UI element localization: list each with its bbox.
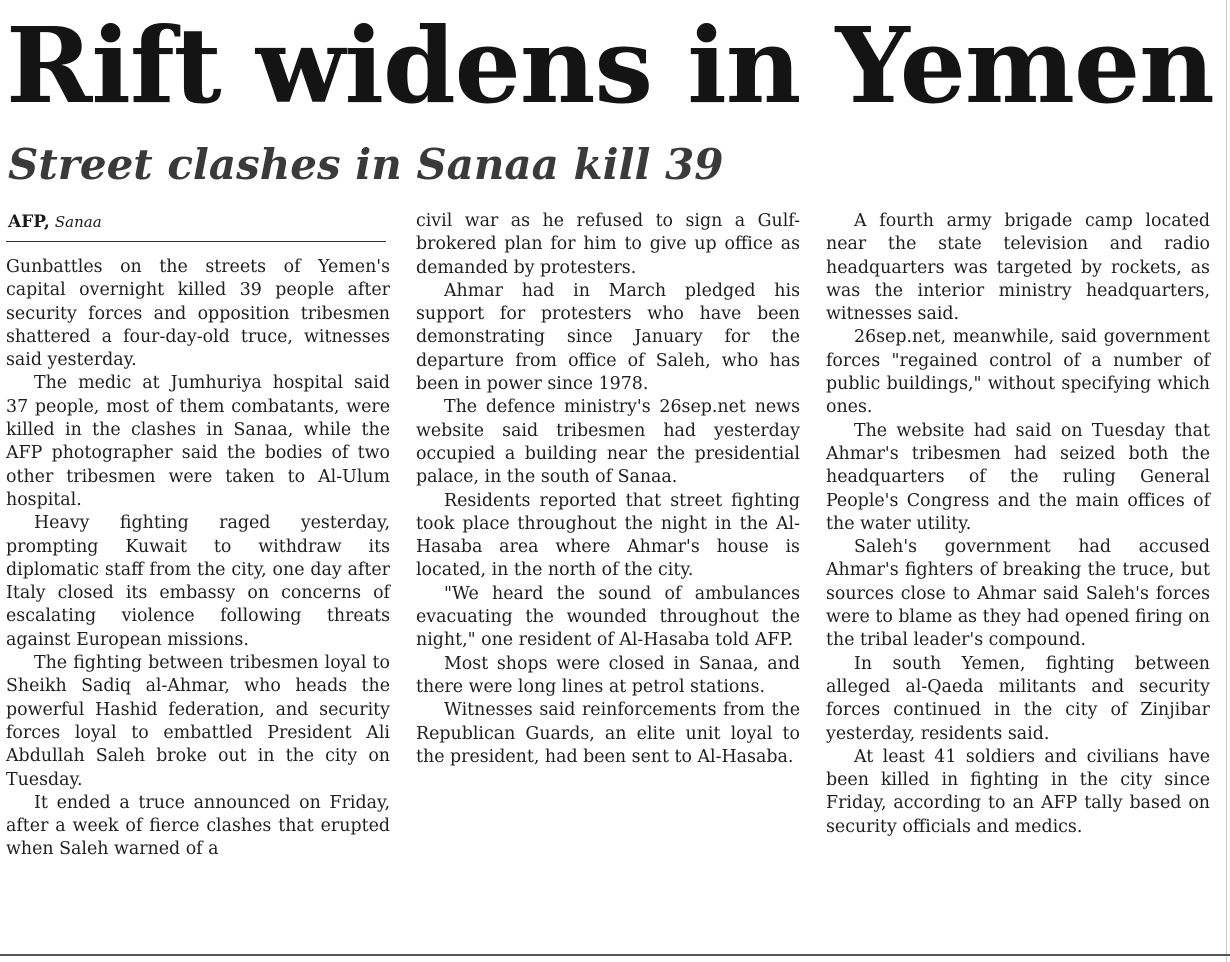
paragraph: A fourth army brigade camp located near the state television and radio headquarters was targeted by rockets, as was the interior ministry headquarters, witnesses said. (826, 211, 1210, 325)
paragraph: "We heard the sound of ambulances evacuating the wounded throughout the night," one resident of Al-Hasaba told AFP. (416, 583, 800, 651)
paragraph: Residents reported that street fighting took place throughout the night in the Al-Hasaba area where Ahmar's house is located, in the north of the city. (416, 490, 800, 581)
paragraph: The website had said on Tuesday that Ahmar's tribesmen had seized both the headquarters of the ruling General People's Congress and the main offices of the water utility. (826, 420, 1210, 534)
paragraph: Ahmar had in March pledged his support for protesters who have been demonstrating since January for the departure from office of Saleh, who has been in power since 1978. (416, 280, 800, 395)
paragraph: 26sep.net, meanwhile, said government forces "regained control of a number of public buildings," without specifying which ones. (826, 327, 1210, 418)
paragraph: In south Yemen, fighting between alleged al-Qaeda militants and security forces continued in the city of Zinjibar yesterday, residents said. (826, 653, 1210, 744)
article-column-3 (826, 210, 1210, 839)
byline (8, 212, 102, 232)
paragraph: The fighting between tribesmen loyal to Sheikh Sadiq al-Ahmar, who heads the powerful Hashid federation, and security forces loyal to embattled President Ali Abdullah Saleh broke out in the city on Tuesday. (6, 653, 390, 790)
paragraph: Witnesses said reinforcements from the Republican Guards, an elite unit loyal to the president, had been sent to Al-Hasaba. (416, 700, 800, 767)
paragraph: At least 41 soldiers and civilians have been killed in fighting in the city since Friday, according to an AFP tally based on security officials and medics. (826, 746, 1210, 837)
byline-divider (6, 241, 386, 242)
paragraph: It ended a truce announced on Friday, after a week of fierce clashes that erupted when Saleh warned of a (6, 792, 390, 860)
headline: Rift widens in Yemen (6, 4, 1214, 127)
paragraph: Saleh's government had accused Ahmar's fighters of breaking the truce, but sources close to Ahmar said Saleh's forces were to blame as they had opened firing on the tribal leader's compound. (826, 537, 1210, 651)
byline-agency: AFP, (8, 212, 50, 232)
paragraph: Gunbattles on the streets of Yemen's capital overnight killed 39 people after security forces and opposition tribesmen shattered a four-day-old truce, witnesses said yesterday. (6, 257, 390, 371)
bottom-border-rule (0, 954, 1230, 956)
article-column-2 (416, 210, 800, 769)
paragraph: Most shops were closed in Sanaa, and there were long lines at petrol stations. (416, 653, 800, 697)
paragraph: Heavy fighting raged yesterday, prompting Kuwait to withdraw its diplomatic staff from the city, one day after Italy closed its embassy on concerns of escalating violence following threats against European missions. (6, 513, 390, 650)
byline-location: Sanaa (54, 213, 102, 231)
right-edge-rule (1226, 0, 1227, 962)
article-column-1 (6, 256, 390, 862)
paragraph: civil war as he refused to sign a Gulf-brokered plan for him to give up office as demanded by protesters. (416, 211, 800, 278)
paragraph: The medic at Jumhuriya hospital said 37 people, most of them combatants, were killed in the clashes in Sanaa, while the AFP photographer said the bodies of two other tribesmen were taken to Al-Ulum hospital. (6, 373, 390, 510)
paragraph: The defence ministry's 26sep.net news website said tribesmen had yesterday occupied a building near the presidential palace, in the south of Sanaa. (416, 397, 800, 488)
subheadline: Street clashes in Sanaa kill 39 (8, 140, 724, 189)
